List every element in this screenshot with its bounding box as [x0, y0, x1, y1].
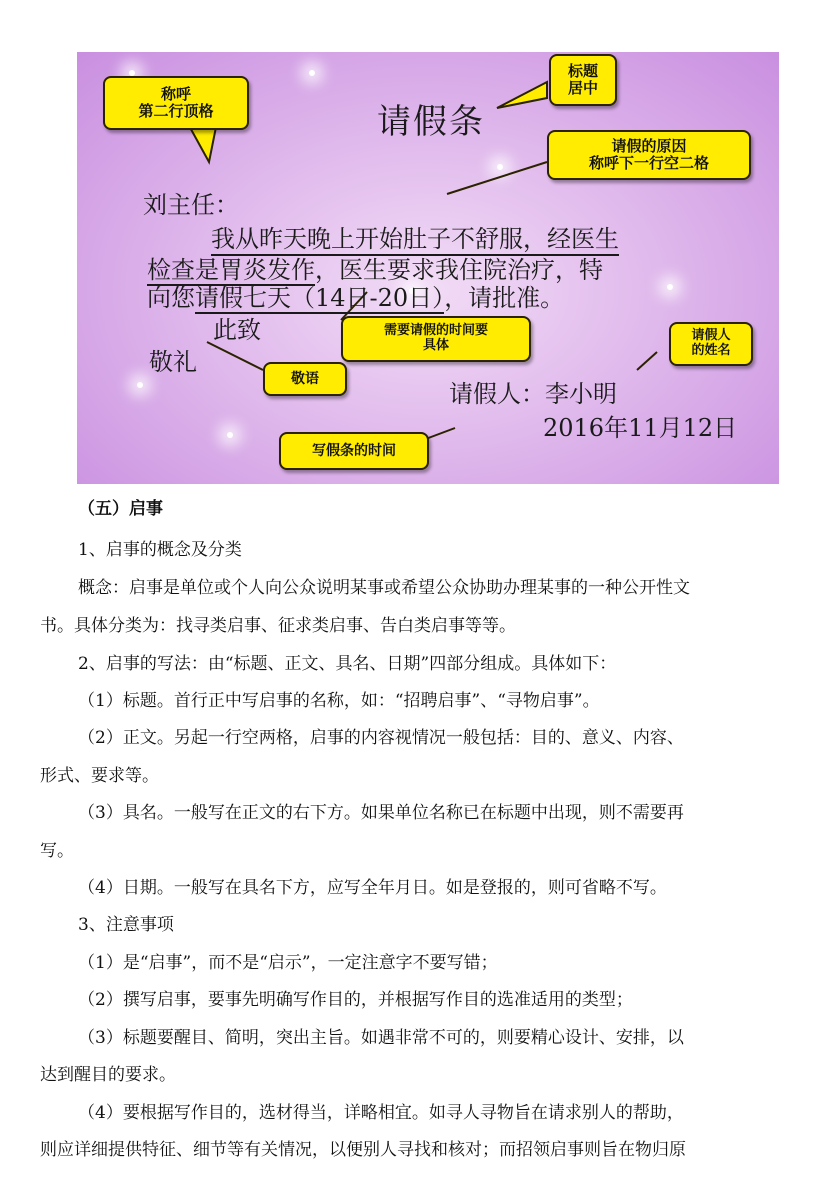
callout-pointer	[447, 162, 547, 194]
paragraph: 形式、要求等。	[40, 766, 159, 786]
note-body-line2-rest: ，医生要求我住院治疗，特	[315, 256, 603, 284]
note-salutation: 刘主任：	[143, 191, 239, 219]
callout-write-time	[279, 432, 429, 470]
callout-pointer	[637, 352, 657, 370]
note-title: 请假条	[377, 102, 485, 142]
note-body-line3-underlined: 请假七天（14日-20日）	[195, 284, 445, 312]
callout-tail	[497, 82, 547, 108]
note-body-line1: 我从昨天晚上开始肚子不舒服，经医生	[211, 219, 619, 256]
callout-text: 称呼	[160, 84, 191, 103]
paragraph: （3）具名。一般写在正文的右下方。如果单位名称已在标题中出现，则不需要再	[78, 803, 684, 823]
callout-text: 称呼下一行空二格	[588, 154, 709, 172]
callout-reason	[547, 130, 751, 180]
callout-salutation	[103, 76, 249, 130]
note-body-line3	[147, 278, 564, 313]
callout-text: 敬语	[291, 370, 319, 387]
paragraph: 概念：启事是单位或个人向公众说明某事或希望公众协助办理某事的一种公开性文	[78, 578, 690, 598]
paragraph: 达到醒目的要求。	[40, 1065, 176, 1085]
callout-text: 需要请假的时间要	[383, 323, 488, 339]
callout-respect	[263, 362, 347, 396]
paragraph: 则应详细提供特征、细节等有关情况，以便别人寻找和核对；而招领启事则旨在物归原	[40, 1140, 686, 1160]
callout-pointer	[207, 342, 263, 370]
note-body-line2-underlined: 检查是胃炎发作	[147, 256, 315, 284]
paragraph: （4）要根据写作目的，选材得当，详略相宜。如寻人寻物旨在请求别人的帮助，	[78, 1103, 684, 1123]
leave-note-illustration	[77, 52, 779, 484]
section-heading: （五）启事	[78, 499, 163, 519]
callout-text: 的姓名	[691, 343, 731, 358]
note-date: 2016年11月12日	[543, 414, 738, 442]
callout-title	[549, 54, 617, 106]
paragraph: （1）标题。首行正中写启事的名称，如：“招聘启事”、“寻物启事”。	[78, 691, 600, 711]
paragraph: 写。	[40, 841, 74, 861]
paragraph: （2）正文。另起一行空两格，启事的内容视情况一般包括：目的、意义、内容、	[78, 728, 684, 748]
paragraph: （3）标题要醒目、简明，突出主旨。如遇非常不可的，则要精心设计、安排，以	[78, 1028, 684, 1048]
callout-leave-time	[341, 316, 531, 362]
callout-signer-name	[669, 322, 753, 366]
callout-text: 第二行顶格	[138, 102, 214, 120]
callout-text: 写假条的时间	[312, 442, 396, 459]
note-body-line3-end: ，请批准。	[444, 284, 565, 312]
callout-text: 居中	[567, 79, 598, 97]
paragraph: 2、启事的写法：由“标题、正文、具名、日期”四部分组成。具体如下：	[78, 654, 617, 674]
note-closing-1: 此致	[213, 316, 261, 344]
paragraph: （4）日期。一般写在具名下方，应写全年月日。如是登报的，则可省略不写。	[78, 878, 667, 898]
callout-text: 标题	[567, 61, 598, 80]
paragraph: 书。具体分类为：找寻类启事、征求类启事、告白类启事等等。	[40, 616, 516, 636]
paragraph: （1）是“启事”，而不是“启示”，一定注意字不要写错；	[78, 953, 498, 973]
paragraph: 3、注意事项	[78, 915, 174, 935]
callout-text: 请假人	[691, 328, 731, 344]
note-signer: 请假人：李小明	[449, 380, 617, 408]
paragraph: （2）撰写启事，要事先明确写作目的，并根据写作目的选准适用的类型；	[78, 990, 633, 1010]
paragraph: 1、启事的概念及分类	[78, 540, 242, 560]
callout-text: 具体	[422, 338, 449, 353]
note-closing-2: 敬礼	[149, 348, 197, 376]
note-body-line3-start: 向您	[147, 284, 195, 312]
callout-text: 请假的原因	[611, 136, 687, 155]
